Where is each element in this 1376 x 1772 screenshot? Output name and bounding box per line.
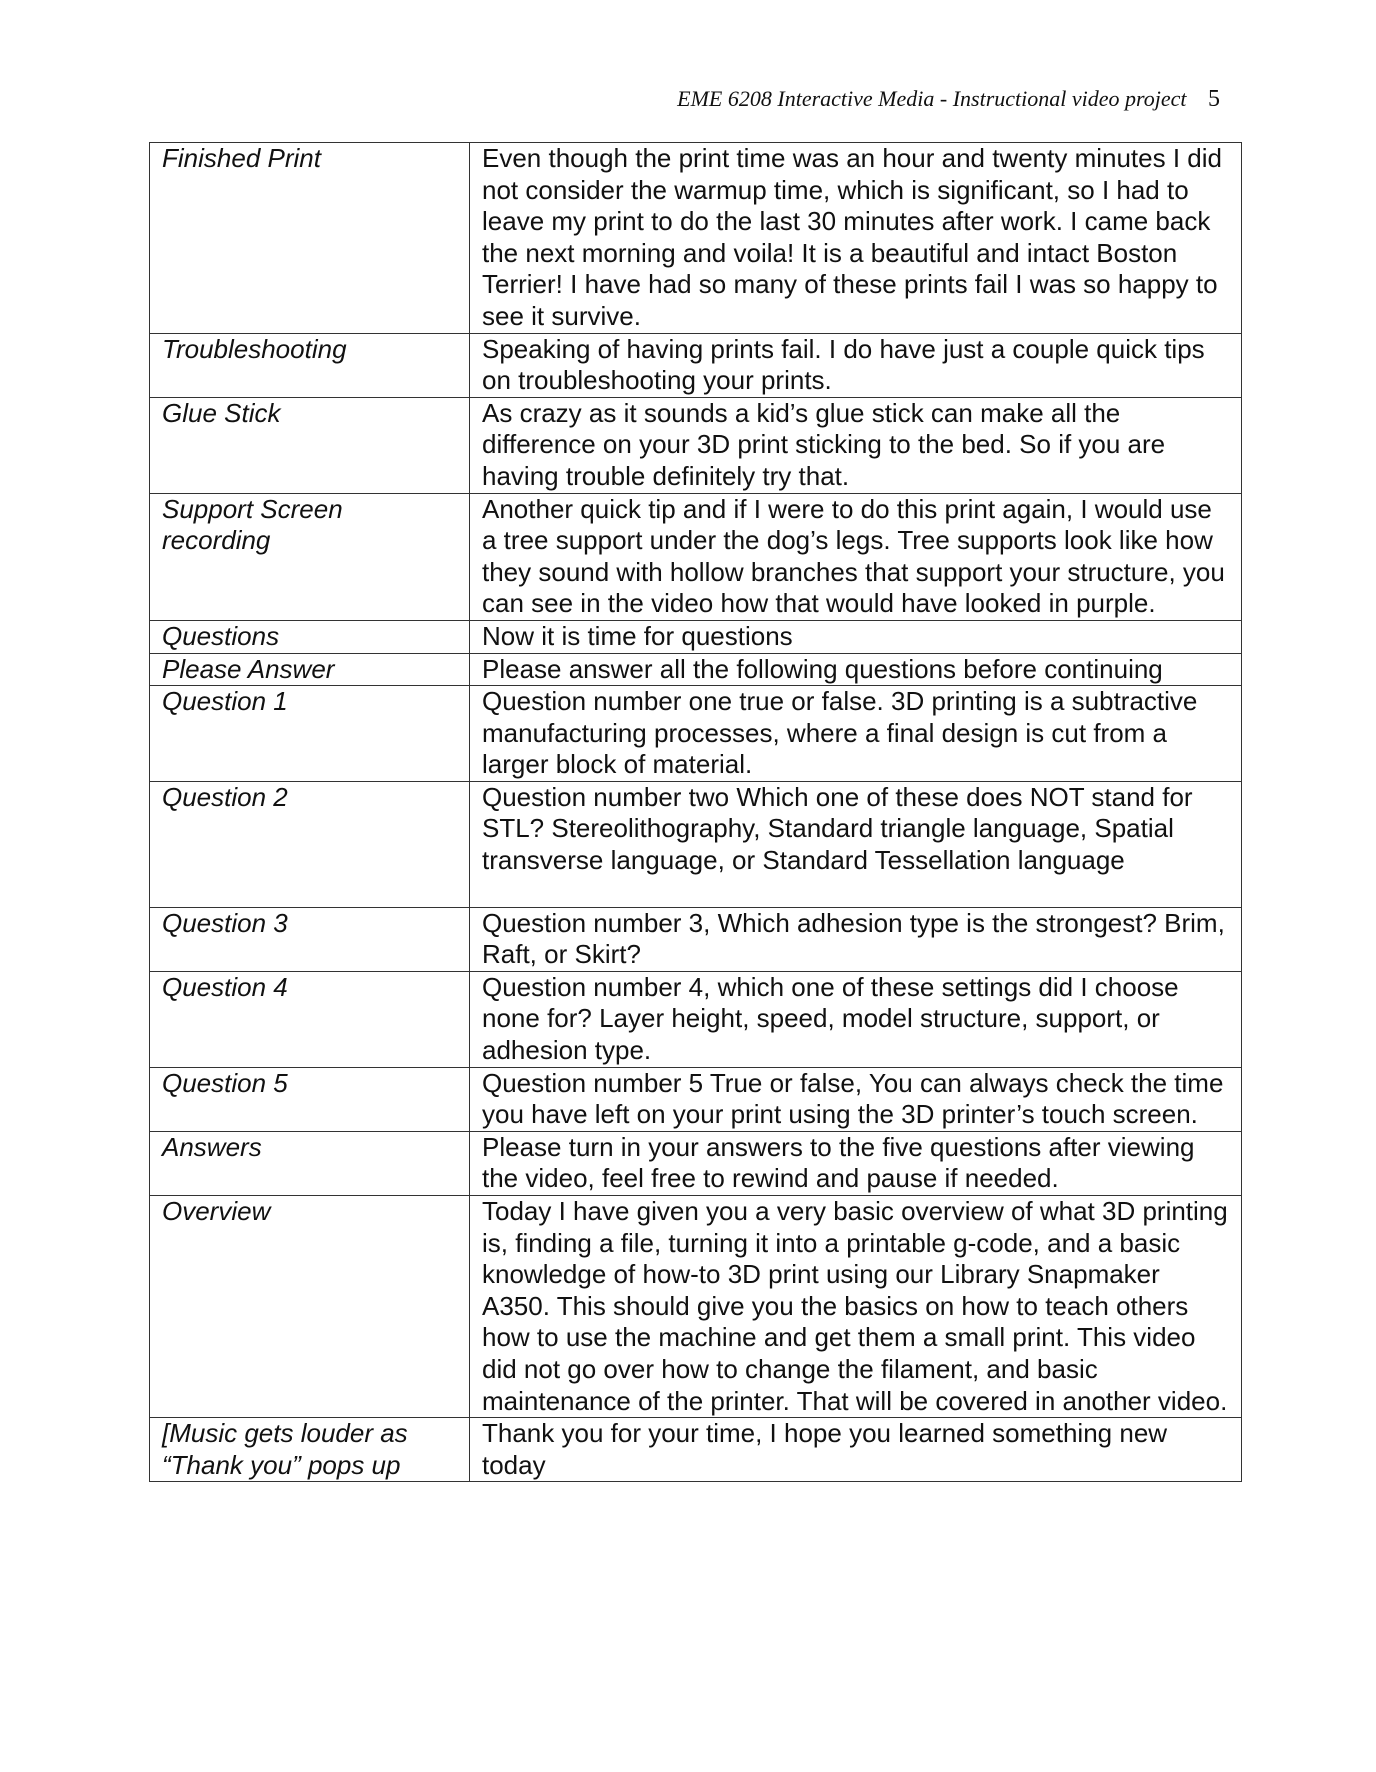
narration-cell: Please turn in your answers to the five questions after viewing the video, feel free to rewind and pause if needed.: [470, 1131, 1242, 1195]
narration-cell: Please answer all the following questions before continuing: [470, 653, 1242, 686]
cue-cell: Troubleshooting: [150, 333, 470, 397]
table-row: [150, 333, 1242, 397]
table-row: [150, 686, 1242, 782]
table-row: [150, 653, 1242, 686]
cue-cell: Question 1: [150, 686, 470, 782]
table-row: [150, 1131, 1242, 1195]
table-row: [150, 397, 1242, 493]
table-row: [150, 1196, 1242, 1418]
table-row: [150, 907, 1242, 971]
header-title: EME 6208 Interactive Media - Instructional video project: [677, 86, 1187, 111]
cue-cell: Glue Stick: [150, 397, 470, 493]
table-row: [150, 620, 1242, 653]
table-row: [150, 781, 1242, 907]
cue-cell: Finished Print: [150, 143, 470, 334]
narration-cell: Now it is time for questions: [470, 620, 1242, 653]
cue-cell: Question 3: [150, 907, 470, 971]
narration-cell: Question number one true or false. 3D printing is a subtractive manufacturing processes, where a final design is cut from a larger block of material.: [470, 686, 1242, 782]
cue-cell: Please Answer: [150, 653, 470, 686]
table-row: [150, 1418, 1242, 1482]
narration-cell: Speaking of having prints fail. I do have just a couple quick tips on troubleshooting your prints.: [470, 333, 1242, 397]
script-table: [149, 142, 1242, 1482]
table-row: [150, 143, 1242, 334]
table-row: [150, 493, 1242, 620]
cue-cell: Support Screen recording: [150, 493, 470, 620]
cue-cell: Question 5: [150, 1067, 470, 1131]
cue-cell: Overview: [150, 1196, 470, 1418]
narration-cell: Question number 4, which one of these settings did I choose none for? Layer height, speed, model structure, support, or adhesion type.: [470, 971, 1242, 1067]
table-row: [150, 1067, 1242, 1131]
cue-cell: Question 2: [150, 781, 470, 907]
narration-cell: Even though the print time was an hour and twenty minutes I did not consider the warmup time, which is significant, so I had to leave my print to do the last 30 minutes after work. I came back the next morning and voila! It is a beautiful and intact Boston Terrier! I have had so many of these prints fail I was so happy to see it survive.: [470, 143, 1242, 334]
page-header: [600, 86, 1220, 113]
narration-cell: As crazy as it sounds a kid’s glue stick can make all the difference on your 3D print sticking to the bed. So if you are having trouble definitely try that.: [470, 397, 1242, 493]
cue-cell: Answers: [150, 1131, 470, 1195]
narration-cell: Thank you for your time, I hope you learned something new today: [470, 1418, 1242, 1482]
narration-cell: Question number 5 True or false, You can always check the time you have left on your print using the 3D printer’s touch screen.: [470, 1067, 1242, 1131]
narration-cell: Another quick tip and if I were to do this print again, I would use a tree support under the dog’s legs. Tree supports look like how they sound with hollow branches that support your structure, you can see in the video how that would have looked in purple.: [470, 493, 1242, 620]
table-row: [150, 971, 1242, 1067]
page-number: 5: [1208, 86, 1220, 112]
narration-cell: Question number two Which one of these does NOT stand for STL? Stereolithography, Standard triangle language, Spatial transverse language, or Standard Tessellation language: [470, 781, 1242, 907]
narration-cell: Today I have given you a very basic overview of what 3D printing is, finding a file, turning it into a printable g-code, and a basic knowledge of how-to 3D print using our Library Snapmaker A350. This should give you the basics on how to teach others how to use the machine and get them a small print. This video did not go over how to change the filament, and basic maintenance of the printer. That will be covered in another video.: [470, 1196, 1242, 1418]
cue-cell: Questions: [150, 620, 470, 653]
cue-cell: Question 4: [150, 971, 470, 1067]
narration-cell: Question number 3, Which adhesion type is the strongest? Brim, Raft, or Skirt?: [470, 907, 1242, 971]
cue-cell: [Music gets louder as “Thank you” pops up: [150, 1418, 470, 1482]
